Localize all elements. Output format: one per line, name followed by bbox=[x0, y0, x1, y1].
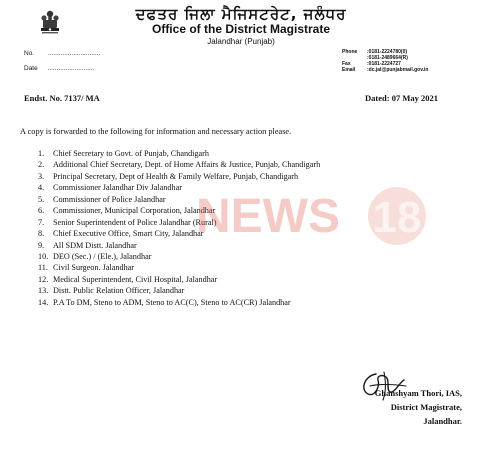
date-line bbox=[24, 65, 95, 72]
recipient-number: 14. bbox=[38, 297, 49, 307]
recipient-text: Senior Superintendent of Police Jalandhar (Rural) bbox=[53, 217, 217, 227]
intro-paragraph: A copy is forwarded to the following for information and necessary action please. bbox=[20, 127, 292, 136]
recipient-item bbox=[38, 172, 320, 183]
recipient-text: Chief Secretary to Govt. of Punjab, Chandigarh bbox=[53, 149, 209, 158]
recipient-item bbox=[38, 149, 320, 160]
number-label: No. bbox=[24, 50, 35, 57]
recipient-text: Principal Secretary, Dept of Health & Family Welfare, Punjab, Chandigarh bbox=[53, 171, 299, 181]
recipient-number: 1. bbox=[38, 149, 45, 158]
recipient-text: Commissioner, Municipal Corporation, Jalandhar bbox=[53, 206, 216, 216]
office-title-punjabi: ਦਫਤਰ ਜਿਲਾ ਮੈਜਿਸਟਰੇਟ, ਜਲੰਧਰ bbox=[135, 5, 347, 23]
recipient-text: Medical Superintendent, Civil Hospital, Jalandhar bbox=[53, 274, 218, 284]
recipient-number: 11. bbox=[38, 263, 48, 273]
signatory-name: Ghanshyam Thori, IAS, bbox=[374, 388, 462, 398]
phone-office: :0181-2224780(0) bbox=[367, 49, 408, 55]
recipient-text: Distt. Public Relation Officer, Jalandhar bbox=[53, 286, 185, 296]
signatory-designation: District Magistrate, bbox=[390, 402, 462, 412]
recipient-item bbox=[38, 263, 320, 274]
office-location: Jalandhar (Punjab) bbox=[207, 37, 275, 46]
recipient-number: 3. bbox=[38, 171, 45, 181]
news18-watermark bbox=[192, 186, 430, 246]
phone-label: Phone bbox=[342, 49, 358, 55]
watermark-news-text: NEWS bbox=[196, 190, 340, 243]
contact-email bbox=[342, 67, 428, 73]
date-dots: .......................... bbox=[47, 65, 95, 72]
recipient-text: Additional Chief Secretary, Dept. of Home Affairs & Justice, Punjab, Chandigarh bbox=[53, 160, 321, 170]
email-address: :dc.jal@punjabmail.gov.in bbox=[367, 67, 429, 73]
recipient-text: DEO (Sec.) / (Ele.), Jalandhar bbox=[53, 251, 152, 261]
recipient-text: Commissioner Jalandhar Div Jalandhar bbox=[53, 183, 182, 193]
fax-label: Fax bbox=[342, 61, 351, 67]
recipient-item bbox=[38, 252, 320, 263]
recipient-number: 6. bbox=[38, 206, 45, 216]
number-line bbox=[24, 50, 100, 57]
signatory-place: Jalandhar. bbox=[423, 416, 462, 426]
recipient-text: Chief Executive Office, Smart City, Jalandhar bbox=[53, 229, 204, 239]
dated: Dated: 07 May 2021 bbox=[365, 93, 438, 103]
office-title: Office of the District Magistrate bbox=[151, 22, 331, 36]
recipient-text: P.A To DM, Steno to ADM, Steno to AC(C), Steno to AC(CR) Jalandhar bbox=[53, 297, 291, 307]
recipient-number: 5. bbox=[38, 194, 45, 204]
recipient-number: 7. bbox=[38, 217, 45, 227]
recipient-number: 8. bbox=[38, 229, 45, 239]
recipient-number: 12. bbox=[38, 274, 49, 284]
recipient-text: Civil Surgeon. Jalandhar bbox=[53, 263, 135, 273]
recipient-number: 4. bbox=[38, 183, 45, 193]
recipient-number: 9. bbox=[38, 240, 45, 250]
recipient-number: 2. bbox=[38, 160, 45, 170]
endorsement-number: Endst. No. 7137/ MA bbox=[24, 93, 100, 103]
number-dots: ............................. bbox=[47, 50, 101, 57]
watermark-18-text: 18 bbox=[372, 193, 422, 242]
recipient-item bbox=[38, 160, 320, 171]
phone-residence: :0181-2489664(R) bbox=[367, 55, 408, 61]
date-label: Date bbox=[24, 65, 38, 72]
recipient-item bbox=[38, 298, 320, 309]
recipient-number: 13. bbox=[38, 286, 49, 296]
email-label: Email bbox=[342, 67, 356, 73]
recipient-text: All SDM Distt. Jalandhar bbox=[53, 240, 137, 250]
recipient-item bbox=[38, 286, 320, 297]
fax-number: :0181-2224727 bbox=[367, 61, 401, 67]
recipient-text: Commissioner of Police Jalandhar bbox=[53, 194, 166, 204]
signature-block bbox=[375, 386, 462, 428]
recipient-number: 10. bbox=[38, 251, 49, 261]
recipient-item bbox=[38, 275, 320, 286]
